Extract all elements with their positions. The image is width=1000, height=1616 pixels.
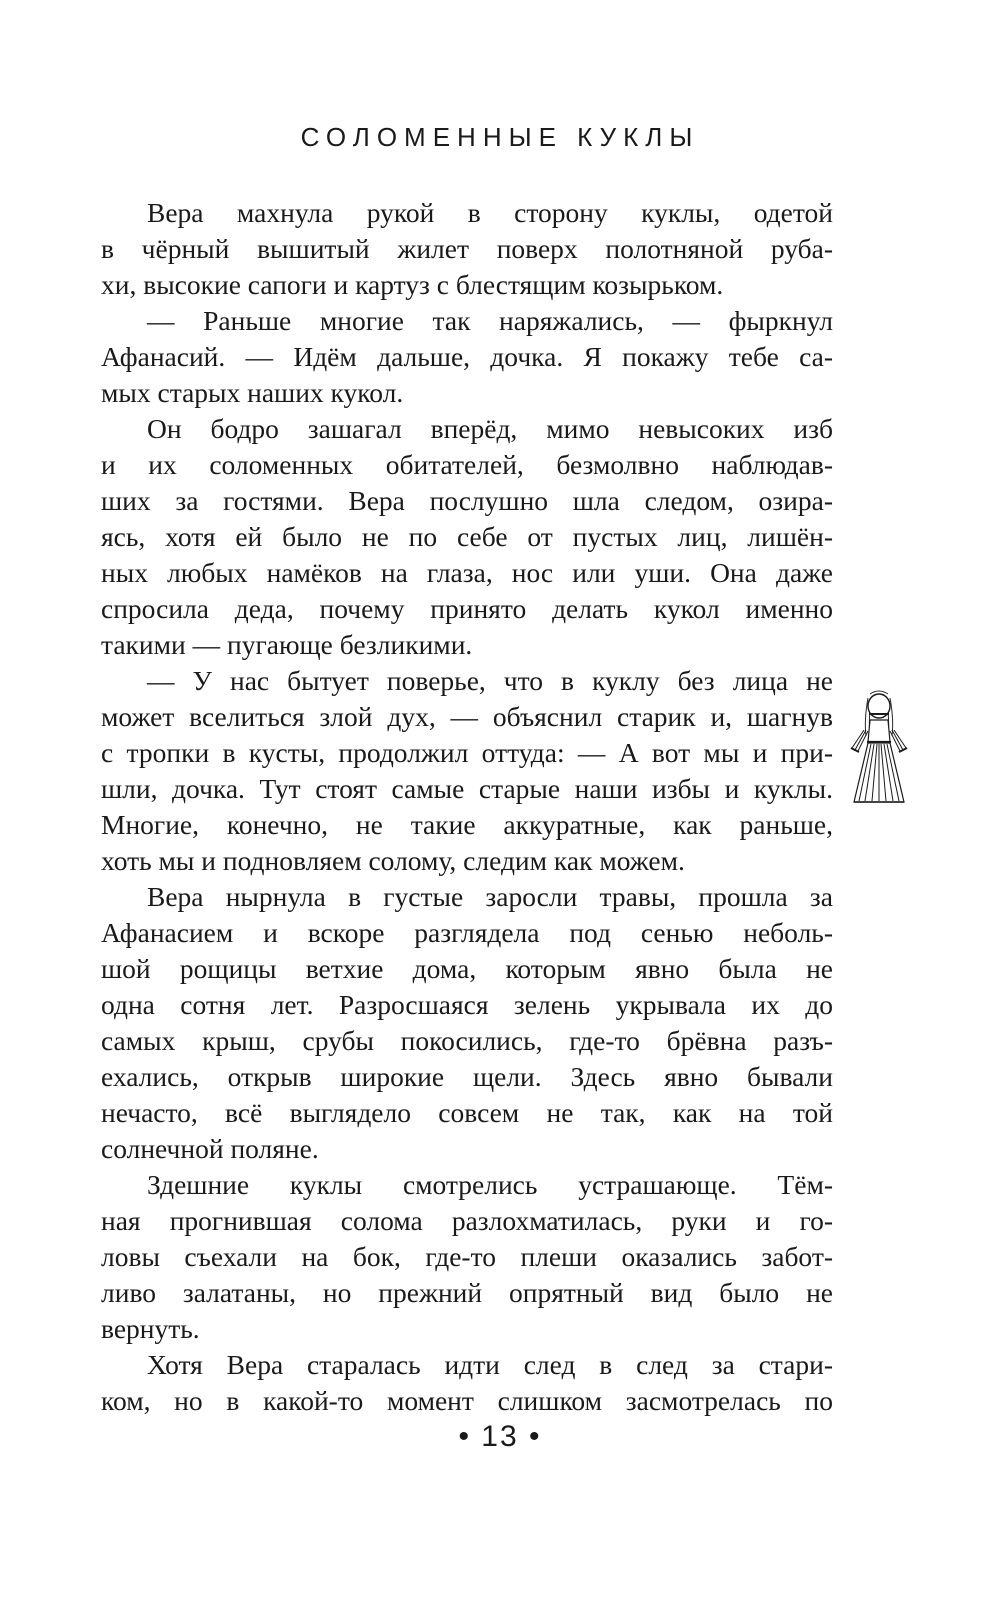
text-line: ных любых намёков на глаза, нос или уши. Она даже xyxy=(101,557,833,588)
text-line: Вера махнула рукой в сторону куклы, одетой xyxy=(147,197,833,228)
text-line: Вера нырнула в густые заросли травы, прошла за xyxy=(147,881,833,912)
text-line: — Раньше многие так наряжались, — фыркнул xyxy=(147,305,833,336)
text-line: шой рощицы ветхие дома, которым явно была не xyxy=(101,953,833,984)
text-line: одна сотня лет. Разросшаяся зелень укрывала их до xyxy=(101,989,833,1020)
text-line: и их соломенных обитателей, безмолвно наблюдав- xyxy=(101,449,833,480)
text-line: спросила деда, почему принято делать кукол именно xyxy=(101,593,833,624)
text-line: ясь, хотя ей было не по себе от пустых лиц, лишён- xyxy=(101,521,833,552)
text-line: нечасто, всё выглядело совсем не так, как на той xyxy=(101,1097,833,1128)
text-line: самых крыш, срубы покосились, где-то брёвна разъ- xyxy=(101,1025,833,1056)
text-line: Здешние куклы смотрелись устрашающе. Тём- xyxy=(147,1169,833,1200)
text-line: с тропки в кусты, продолжил оттуда: — А вот мы и при- xyxy=(101,737,833,768)
body-text xyxy=(101,195,833,1419)
text-line: такими — пугающе безликими. xyxy=(101,629,473,660)
text-line: Хотя Вера старалась идти след в след за стари- xyxy=(147,1349,833,1380)
text-line: ехались, открыв широкие щели. Здесь явно бывали xyxy=(101,1061,833,1092)
text-line: мых старых наших кукол. xyxy=(101,377,404,408)
text-line: может вселиться злой дух, — объяснил старик и, шагнув xyxy=(101,701,833,732)
straw-doll-icon xyxy=(846,690,912,808)
text-line: в чёрный вышитый жилет поверх полотняной руба- xyxy=(101,233,833,264)
text-line: хоть мы и подновляем солому, следим как можем. xyxy=(101,845,685,876)
text-line: вернуть. xyxy=(101,1313,200,1344)
text-line: Он бодро зашагал вперёд, мимо невысоких изб xyxy=(147,413,833,444)
text-line: шли, дочка. Тут стоят самые старые наши избы и куклы. xyxy=(101,773,833,804)
text-line: солнечной поляне. xyxy=(101,1133,319,1164)
running-header: СОЛОМЕННЫЕ КУКЛЫ xyxy=(300,122,700,152)
text-line: Афанасием и вскоре разглядела под сенью неболь- xyxy=(101,917,833,948)
text-line: ливо залатаны, но прежний опрятный вид было не xyxy=(101,1277,833,1308)
text-line: Афанасий. — Идём дальше, дочка. Я покажу тебе са- xyxy=(101,341,833,372)
text-line: ная прогнившая солома разлохматилась, руки и го- xyxy=(101,1205,833,1236)
text-line: Многие, конечно, не такие аккуратные, как раньше, xyxy=(101,809,833,840)
text-line: — У нас бытует поверье, что в куклу без лица не xyxy=(147,665,833,696)
text-line: ловы съехали на бок, где-то плеши оказались забот- xyxy=(101,1241,833,1272)
page-number: • 13 • xyxy=(458,1420,542,1453)
text-line: ших за гостями. Вера послушно шла следом, озира- xyxy=(101,485,833,516)
text-line: ком, но в какой-то момент слишком засмотрелась по xyxy=(101,1385,833,1416)
text-line: хи, высокие сапоги и картуз с блестящим козырьком. xyxy=(101,269,724,300)
